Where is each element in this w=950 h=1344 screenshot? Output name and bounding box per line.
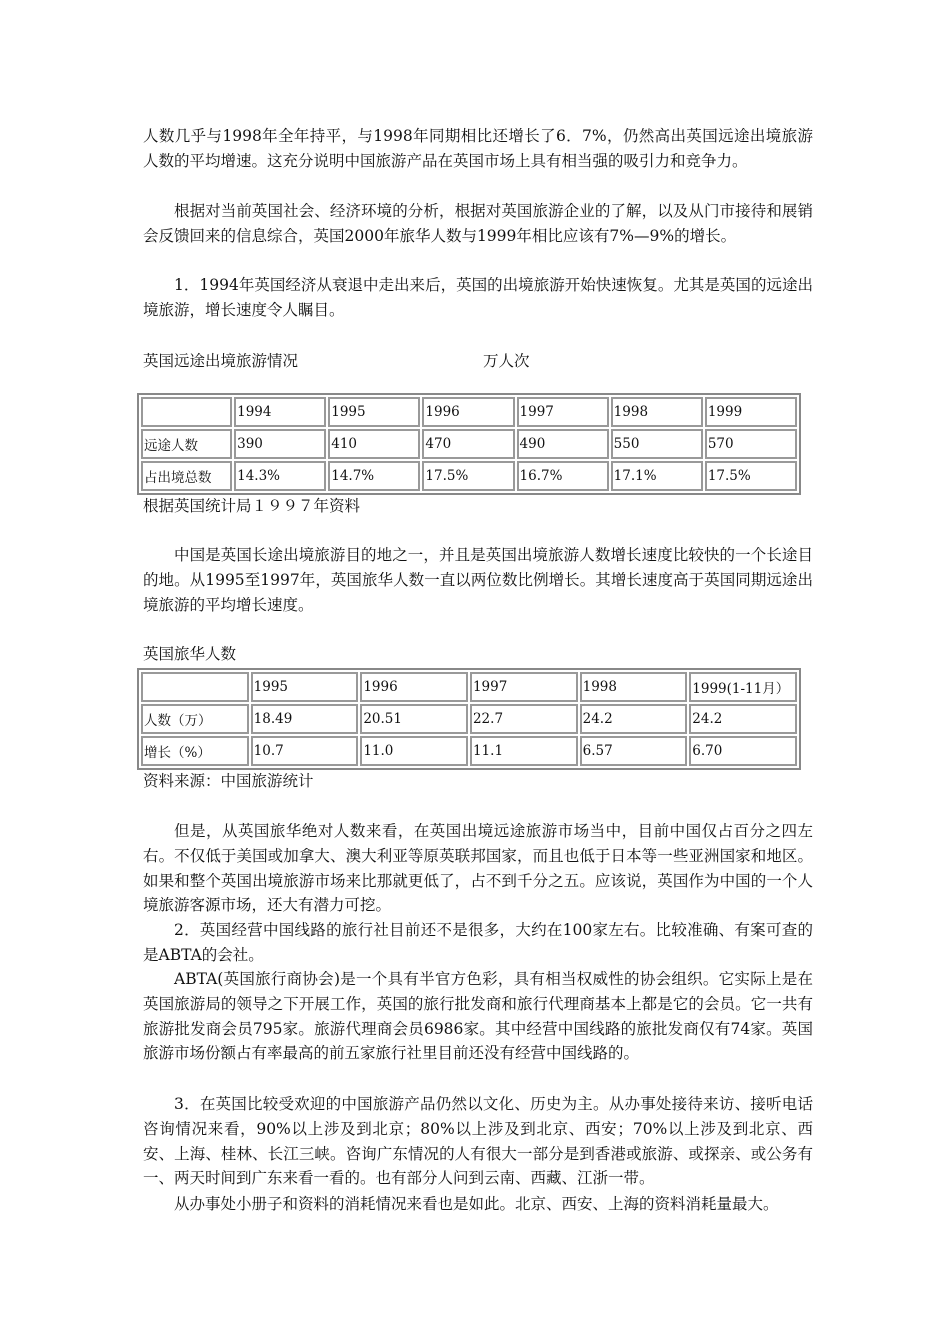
table-cell: 550 xyxy=(611,429,703,459)
table-cell: 14.7% xyxy=(328,461,420,491)
table-cell: 10.7 xyxy=(251,736,359,766)
table-row xyxy=(141,672,797,702)
table-cell: 20.51 xyxy=(360,704,468,734)
table-cell: 1996 xyxy=(360,672,468,702)
paragraph-8: 3．在英国比较受欢迎的中国旅游产品仍然以文化、历史为主。从办事处接待来访、接听电话咨询情况来看，90%以上涉及到北京；80%以上涉及到北京、西安；70%以上涉及到北京、西安、上海、桂林、长江三峡。咨询广东情况的人有很大一部分是到香港或旅游、或探亲、或公务有一、两天时间到广东来看一看的。也有部分人问到云南、西藏、江浙一带。 xyxy=(143,1095,813,1188)
table-cell: 1996 xyxy=(422,397,514,427)
table2-caption: 英国旅华人数 xyxy=(143,645,237,663)
paragraph-6: 2．英国经营中国线路的旅行社目前还不是很多，大约在100家左右。比较准确、有案可查的是ABTA的会社。 xyxy=(143,921,813,964)
table-cell: 1994 xyxy=(234,397,326,427)
table-cell: 390 xyxy=(234,429,326,459)
table-cell: 14.3% xyxy=(234,461,326,491)
table-row xyxy=(141,704,797,734)
paragraph-7: ABTA(英国旅行商协会)是一个具有半官方色彩，具有相当权威性的协会组织。它实际上是在英国旅游局的领导之下开展工作，英国的旅行批发商和旅行代理商基本上都是它的会员。它一共有旅游批发商会员795家。旅游代理商会员6986家。其中经营中国线路的旅批发商仅有74家。英国旅游市场份额占有率最高的前五家旅行社里目前还没有经营中国线路的。 xyxy=(143,970,813,1063)
table-cell: 1998 xyxy=(611,397,703,427)
table-cell: 24.2 xyxy=(580,704,688,734)
table-row xyxy=(141,461,797,491)
paragraph-9: 从办事处小册子和资料的消耗情况来看也是如此。北京、西安、上海的资料消耗量最大。 xyxy=(174,1195,779,1213)
table-cell: 22.7 xyxy=(470,704,578,734)
table-cell: 1999(1-11月） xyxy=(689,672,797,702)
table-cell: 远途人数 xyxy=(141,429,232,459)
table-cell: 占出境总数 xyxy=(141,461,232,491)
table-uk-long-haul xyxy=(137,393,801,495)
table-row xyxy=(141,429,797,459)
table-cell: 1997 xyxy=(517,397,609,427)
table-row xyxy=(141,736,797,766)
table-cell: 1997 xyxy=(470,672,578,702)
table-cell: 16.7% xyxy=(517,461,609,491)
table-uk-visitors-china xyxy=(137,668,801,770)
paragraph-5: 但是，从英国旅华绝对人数来看，在英国出境远途旅游市场当中，目前中国仅占百分之四左右。不仅低于美国或加拿大、澳大利亚等原英联邦国家，而且也低于日本等一些亚洲国家和地区。如果和整个英国出境旅游市场来比那就更低了，占不到千分之五。应该说，英国作为中国的一个人境旅游客源市场，还大有潜力可挖。 xyxy=(143,822,813,915)
table1-source: 根据英国统计局１９９７年资料 xyxy=(143,497,361,515)
table-cell: 17.1% xyxy=(611,461,703,491)
table-cell: 增长（%） xyxy=(141,736,249,766)
table-cell: 410 xyxy=(328,429,420,459)
table-cell: 570 xyxy=(705,429,797,459)
table-cell xyxy=(141,672,249,702)
table-cell: 17.5% xyxy=(422,461,514,491)
table-cell: 24.2 xyxy=(689,704,797,734)
table-cell: 11.1 xyxy=(470,736,578,766)
paragraph-3: 1．1994年英国经济从衰退中走出来后，英国的出境旅游开始快速恢复。尤其是英国的远途出境旅游，增长速度令人瞩目。 xyxy=(143,276,813,319)
paragraph-4: 中国是英国长途出境旅游目的地之一，并且是英国出境旅游人数增长速度比较快的一个长途目的地。从1995至1997年，英国旅华人数一直以两位数比例增长。其增长速度高于英国同期远途出境旅游的平均增长速度。 xyxy=(143,546,813,614)
table-cell: 1998 xyxy=(580,672,688,702)
table-cell: 490 xyxy=(517,429,609,459)
table-cell: 17.5% xyxy=(705,461,797,491)
paragraph-1: 人数几乎与1998年全年持平，与1998年同期相比还增长了6．7%，仍然高出英国远途出境旅游人数的平均增速。这充分说明中国旅游产品在英国市场上具有相当强的吸引力和竞争力。 xyxy=(143,127,813,170)
table2-source: 资料来源：中国旅游统计 xyxy=(143,772,314,790)
table-cell: 6.57 xyxy=(580,736,688,766)
table-cell xyxy=(141,397,232,427)
table-cell: 1995 xyxy=(328,397,420,427)
table-cell: 11.0 xyxy=(360,736,468,766)
table-row xyxy=(141,397,797,427)
table-cell: 人数（万） xyxy=(141,704,249,734)
table1-unit: 万人次 xyxy=(483,352,530,370)
paragraph-2: 根据对当前英国社会、经济环境的分析，根据对英国旅游企业的了解，以及从门市接待和展销会反馈回来的信息综合，英国2000年旅华人数与1999年相比应该有7%—9%的增长。 xyxy=(143,202,813,245)
table-cell: 1999 xyxy=(705,397,797,427)
table-cell: 470 xyxy=(422,429,514,459)
table-cell: 18.49 xyxy=(251,704,359,734)
table-cell: 1995 xyxy=(251,672,359,702)
table-cell: 6.70 xyxy=(689,736,797,766)
table1-caption: 英国远途出境旅游情况 xyxy=(143,352,299,370)
